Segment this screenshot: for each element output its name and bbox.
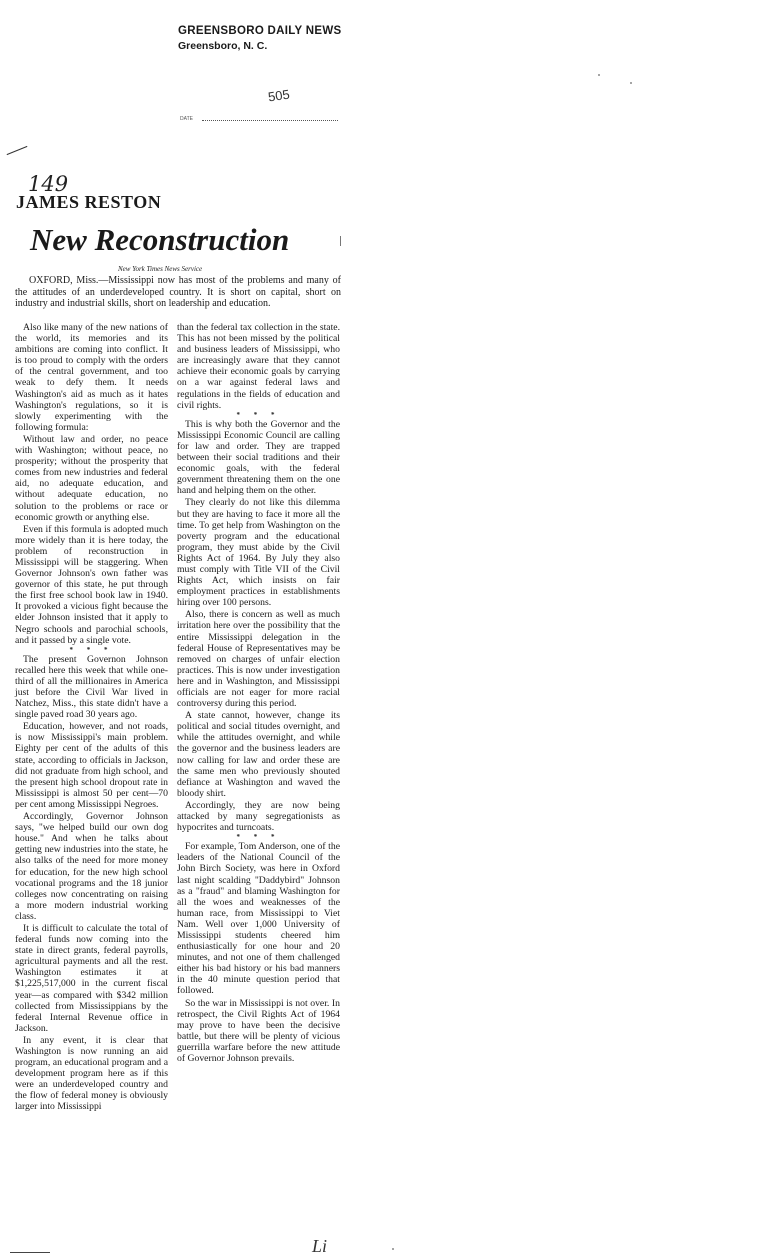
lead-paragraph xyxy=(15,275,341,310)
paragraph: This is why both the Governor and the Mississippi Economic Council are calling for law and order. They are trapped between their social traditions and their economic goals, with the federal government threatening them on the one hand and helping them on the other. xyxy=(177,418,340,497)
bottom-rule xyxy=(10,1252,50,1253)
lead-text: OXFORD, Miss.—Mississippi now has most of the problems and many of the attitudes of an underdeveloped country. It is short on capital, short on industry and industrial skills, short on leadership and education. xyxy=(15,275,341,310)
date-label: DATE xyxy=(180,116,193,122)
paragraph: Education, however, and not roads, is now Mississippi's main problem. Eighty per cent of the adults of this state, according to officials in Jackson, did not graduate from high school, and the present high school dropout rate in Mississippi is almost 50 per cent—70 per cent among Mississippi Negroes. xyxy=(15,721,168,810)
headline: New Reconstruction xyxy=(30,222,290,257)
handwritten-mark: Li xyxy=(312,1236,328,1256)
paragraph: The present Governon Johnson recalled here this week that while one-third of all the millionaires in America just before the Civil War lived in Natchez, Miss., this state didn't have a single paved road 30 years ago. xyxy=(15,653,168,721)
scan-speck xyxy=(630,82,632,84)
scan-speck xyxy=(392,1248,394,1250)
section-separator: * * * xyxy=(236,833,281,842)
paragraph: Even if this formula is adopted much more widely than it is here today, the problem of reconstruction in Mississippi will be staggering. When Governor Johnson's own father was governor of this state, he put through the first free school book law in 1940. It provoked a vicious fight because the elder Johnson insisted that it apply to Negro schools and parochial schools, and it passed by a single vote. xyxy=(15,523,168,646)
newspaper-city: Greensboro, N. C. xyxy=(178,40,268,52)
paragraph: It is difficult to calculate the total of federal funds now coming into the state in direct grants, federal payrolls, agricultural payments and all the rest. Washington estimates it at $1,225,517,000 in the current fiscal year—as compared with $342 million collected from Mississippians by the federal Internal Revenue office in Jackson. xyxy=(15,922,168,1034)
date-rule xyxy=(202,120,338,121)
section-separator: * * * xyxy=(69,645,114,654)
paragraph: Also like many of the new nations of the world, its memories and its ambitions are coming into conflict. It is too proud to comply with the orders of the central government, and too weak to defy them. It needs Washington's aid as much as it hates Washington's regulations, so it is slowly experimenting with the following formula: xyxy=(15,322,168,433)
paragraph: In any event, it is clear that Washington is now running an aid program, an educational program and a development program here as if this were an underdeveloped country and the flow of federal money is obviously larger into Mississippi xyxy=(15,1034,168,1113)
newspaper-name: GREENSBORO DAILY NEWS xyxy=(178,25,342,37)
pen-stroke xyxy=(7,146,28,155)
masthead xyxy=(178,25,342,52)
date-line xyxy=(180,116,338,122)
news-service-credit: New York Times News Service xyxy=(118,265,203,273)
paragraph: Also, there is concern as well as much irritation here over the possibility that the entire Mississippi delegation in the federal House of Representatives may be removed on charges of unfair election practices. This is now under investigation here and in Washington, and Mississippi officials are not eager for more racial controversy during this period. xyxy=(177,609,340,710)
paragraph: For example, Tom Anderson, one of the leaders of the National Council of the John Birch Society, was here in Oxford last night scalding "Daddybird" Johnson as a "fraud" and blaming Washington for all the woes and weaknesses of the human race, from Mississippi to Viet Nam. Well over 1,000 University of Mississippi students cheered him enthusiastically for one hour and 20 minutes, and not one of them challenged either his bad history or his bad manners in the 40 minute question period that followed. xyxy=(177,841,340,997)
scan-speck xyxy=(598,74,600,76)
handwritten-number: 149 xyxy=(28,172,69,196)
paragraph: A state cannot, however, change its political and social titudes overnight, and while the attitudes overnight, and while the governor and the business leaders are now calling for law and order these are the same men who previously shouted defiance at Washington and waved the bloody shirt. xyxy=(177,710,340,799)
article-column-1 xyxy=(15,322,168,1114)
paragraph: So the war in Mississippi is not over. In retrospect, the Civil Rights Act of 1964 may prove to have been the decisive battle, but there will be plenty of vicious guerrilla warfare before the new attitude of Governor Johnson prevails. xyxy=(177,997,340,1064)
byline: JAMES RESTON xyxy=(16,192,162,212)
paragraph: than the federal tax collection in the state. This has not been missed by the political and business leaders of Mississippi, who are increasingly aware that they cannot achieve their economic goals by carrying on a war against federal laws and regulations in the fields of education and civil rights. xyxy=(177,322,340,411)
paragraph: They clearly do not like this dilemma but they are having to face it more all the time. To get help from Washington on the poverty program and the educational program, they must abide by the Civil Rights Act of 1964. By July they also must comply with Title VII of the Civil Rights Act, which insists on fair employment practices in establishments hiring over 100 persons. xyxy=(177,497,340,609)
margin-mark xyxy=(340,236,341,246)
paragraph: Accordingly, Governor Johnson says, "we helped build our own dog house." And when he talks about getting new industries into the state, he also talks of the need for more money for education, for the new high school vocational programs and the 18 junior colleges now concentrating on raising a more modern industrial working class. xyxy=(15,811,168,922)
section-separator: * * * xyxy=(236,410,281,419)
paragraph: Without law and order, no peace with Washington; without peace, no prosperity; without the prosperity that comes from new industries and federal aid, no adequate education, and without adequate education, no solution to the problems or race or economic growth or anything else. xyxy=(15,433,168,523)
paragraph: Accordingly, they are now being attacked by many segregationists as hypocrites and turncoats. xyxy=(177,799,340,834)
clipping-stamp: 505 xyxy=(267,86,291,105)
article-column-2 xyxy=(177,322,340,1065)
